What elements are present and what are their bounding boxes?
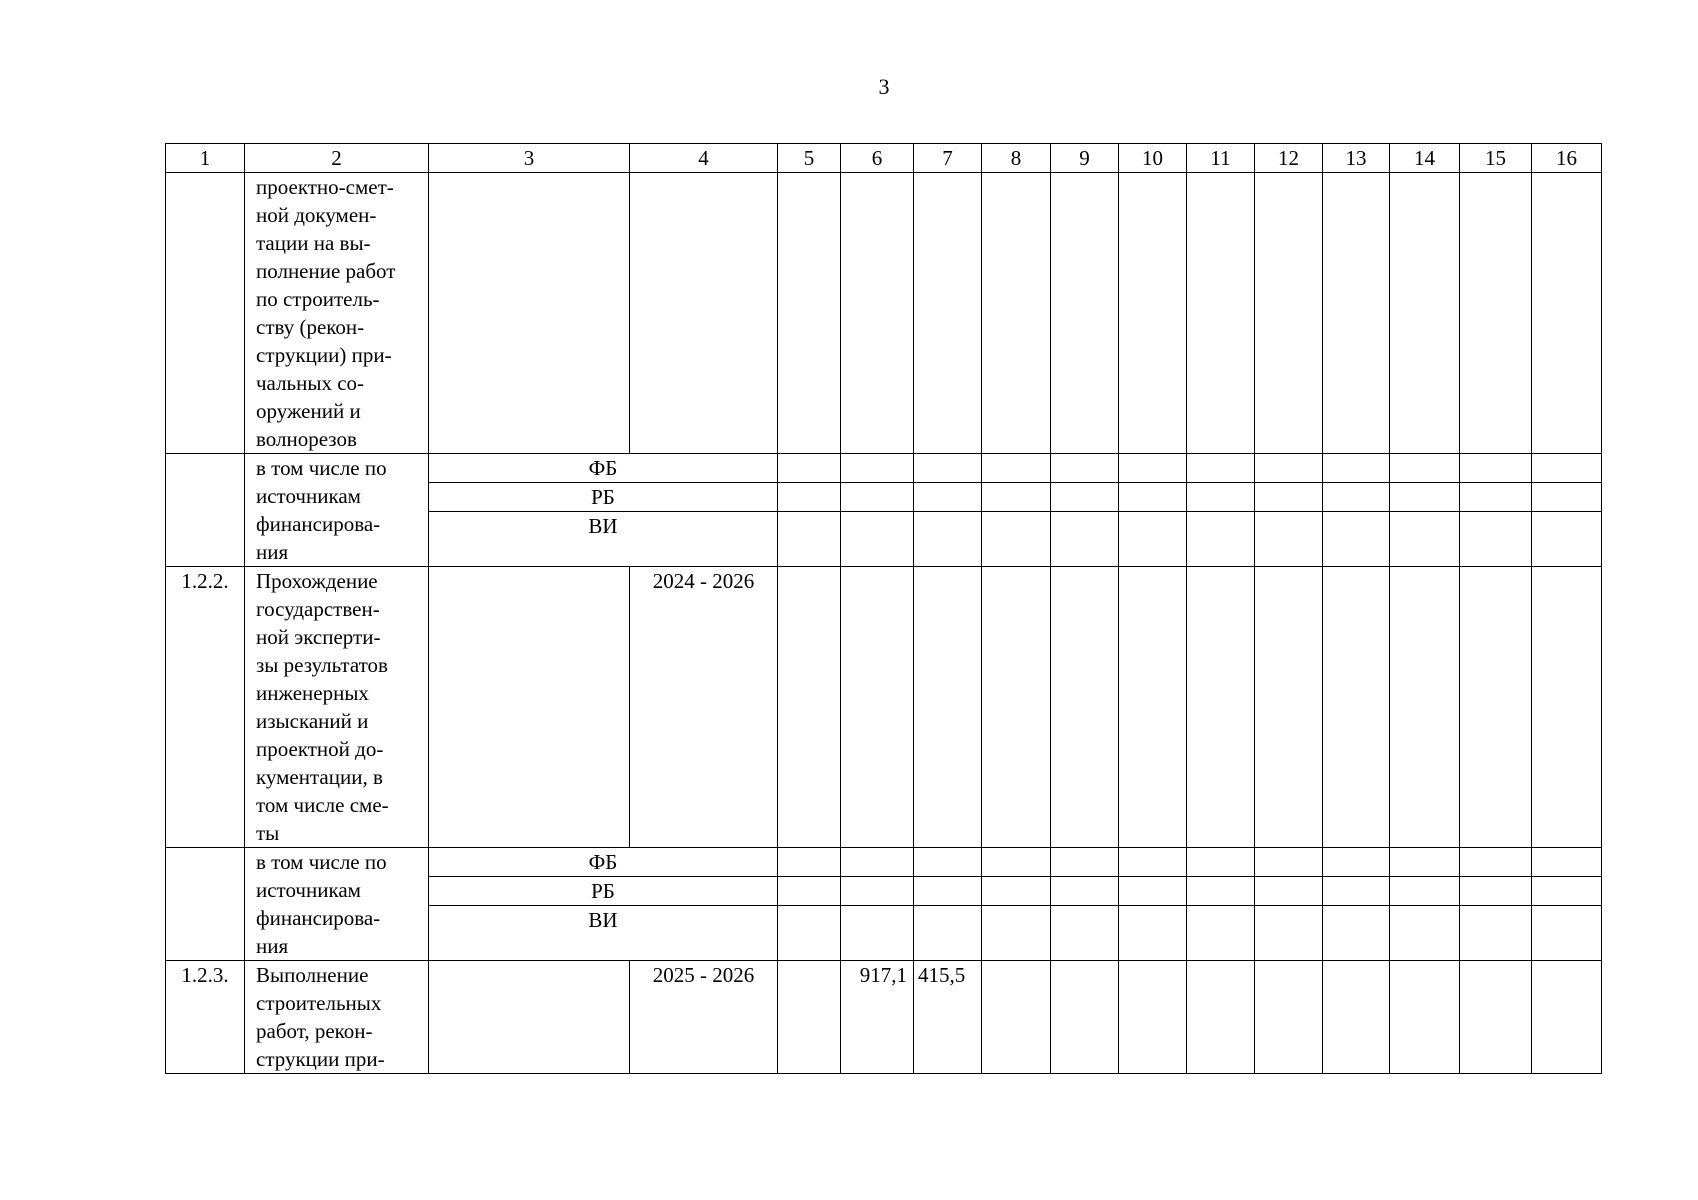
empty-cell [1323, 906, 1390, 961]
empty-cell [778, 848, 841, 877]
text-line: работ, рекон- [256, 1019, 373, 1043]
empty-cell [1119, 454, 1187, 483]
empty-cell [1119, 877, 1187, 906]
text-line: ния [256, 934, 289, 958]
text-line: финансирова- [256, 906, 381, 930]
text-line: по строитель- [256, 287, 380, 311]
empty-cell [1119, 173, 1187, 454]
empty-cell [1051, 906, 1119, 961]
empty-cell [841, 567, 914, 848]
empty-cell [841, 906, 914, 961]
empty-cell [1323, 173, 1390, 454]
header-cell: 15 [1460, 144, 1532, 173]
empty-cell [914, 173, 982, 454]
text-line: ты [256, 821, 280, 845]
value-col7: 415,5 [914, 961, 982, 1074]
empty-cell [1187, 512, 1255, 567]
empty-cell [982, 454, 1051, 483]
text-line: в том числе по [256, 850, 387, 874]
empty-cell [1187, 848, 1255, 877]
empty-cell [1390, 483, 1460, 512]
empty-cell [1187, 961, 1255, 1074]
text-line: чальных со- [256, 371, 365, 395]
empty-cell [1323, 877, 1390, 906]
header-cell: 14 [1390, 144, 1460, 173]
empty-cell [778, 567, 841, 848]
empty-cell [982, 483, 1051, 512]
empty-cell [1051, 848, 1119, 877]
code-cell [166, 848, 245, 961]
empty-cell [778, 173, 841, 454]
empty-cell [1187, 567, 1255, 848]
activity-name-cell [245, 173, 429, 454]
empty-cell [982, 512, 1051, 567]
code-cell [166, 173, 245, 454]
empty-cell [1460, 961, 1532, 1074]
empty-cell [1323, 512, 1390, 567]
period-cell: 2025 - 2026 [630, 961, 778, 1074]
code-cell: 1.2.2. [166, 567, 245, 848]
header-cell: 4 [630, 144, 778, 173]
source-label-cell [245, 454, 429, 567]
header-cell: 3 [429, 144, 630, 173]
empty-cell [1532, 906, 1602, 961]
text-line: том числе сме- [256, 793, 389, 817]
header-cell: 7 [914, 144, 982, 173]
empty-cell [1532, 173, 1602, 454]
empty-cell [1323, 848, 1390, 877]
code-cell: 1.2.3. [166, 961, 245, 1074]
text-line: источникам [256, 878, 361, 902]
table-row [166, 454, 1602, 483]
empty-cell [1255, 512, 1323, 567]
empty-cell [1051, 454, 1119, 483]
empty-cell [914, 877, 982, 906]
text-line: ной докумен- [256, 203, 377, 227]
empty-cell [1323, 483, 1390, 512]
empty-cell [1119, 848, 1187, 877]
empty-cell [1460, 877, 1532, 906]
empty-cell [778, 877, 841, 906]
empty-cell [429, 567, 630, 848]
header-cell: 16 [1532, 144, 1602, 173]
empty-cell [1051, 877, 1119, 906]
empty-cell [630, 173, 778, 454]
empty-cell [1323, 961, 1390, 1074]
text-line: финансирова- [256, 512, 381, 536]
text-line: ству (рекон- [256, 315, 365, 339]
page-number: 3 [878, 74, 890, 99]
code-cell [166, 454, 245, 567]
table-row [166, 567, 1602, 848]
empty-cell [1187, 173, 1255, 454]
empty-cell [429, 961, 630, 1074]
empty-cell [1390, 512, 1460, 567]
empty-cell [1532, 512, 1602, 567]
text-line: строительных [256, 991, 382, 1015]
empty-cell [1390, 961, 1460, 1074]
empty-cell [1532, 848, 1602, 877]
funding-source-fb: ФБ [429, 848, 778, 877]
empty-cell [1255, 877, 1323, 906]
header-cell: 11 [1187, 144, 1255, 173]
text-line: ной эксперти- [256, 625, 381, 649]
empty-cell [1460, 512, 1532, 567]
funding-source-vi: ВИ [429, 512, 778, 567]
header-cell: 8 [982, 144, 1051, 173]
empty-cell [841, 173, 914, 454]
header-cell: 10 [1119, 144, 1187, 173]
text-line: оружений и [256, 399, 361, 423]
empty-cell [1187, 454, 1255, 483]
empty-cell [1187, 906, 1255, 961]
empty-cell [841, 877, 914, 906]
empty-cell [841, 483, 914, 512]
activity-name-cell [245, 961, 429, 1074]
empty-cell [982, 877, 1051, 906]
empty-cell [1390, 454, 1460, 483]
table-row [166, 173, 1602, 454]
empty-cell [914, 483, 982, 512]
empty-cell [1051, 512, 1119, 567]
empty-cell [1119, 483, 1187, 512]
text-line: в том числе по [256, 456, 387, 480]
empty-cell [429, 173, 630, 454]
empty-cell [1255, 848, 1323, 877]
empty-cell [1051, 483, 1119, 512]
header-cell: 9 [1051, 144, 1119, 173]
funding-source-fb: ФБ [429, 454, 778, 483]
empty-cell [1460, 173, 1532, 454]
empty-cell [1390, 877, 1460, 906]
empty-cell [1051, 173, 1119, 454]
text-line: проектно-смет- [256, 175, 394, 199]
empty-cell [778, 961, 841, 1074]
empty-cell [1119, 567, 1187, 848]
empty-cell [778, 906, 841, 961]
funding-source-rb: РБ [429, 483, 778, 512]
empty-cell [1532, 483, 1602, 512]
text-line: полнение работ [256, 259, 396, 283]
budget-table [165, 143, 1602, 1074]
empty-cell [1255, 454, 1323, 483]
empty-cell [982, 848, 1051, 877]
empty-cell [778, 483, 841, 512]
empty-cell [982, 961, 1051, 1074]
empty-cell [1051, 567, 1119, 848]
empty-cell [914, 906, 982, 961]
empty-cell [1460, 848, 1532, 877]
empty-cell [1390, 906, 1460, 961]
empty-cell [914, 567, 982, 848]
empty-cell [1390, 567, 1460, 848]
empty-cell [982, 906, 1051, 961]
header-cell: 1 [166, 144, 245, 173]
empty-cell [1255, 173, 1323, 454]
empty-cell [841, 454, 914, 483]
text-line: проектной до- [256, 737, 384, 761]
text-line: государствен- [256, 597, 380, 621]
empty-cell [1460, 906, 1532, 961]
activity-name-cell [245, 567, 429, 848]
header-cell: 2 [245, 144, 429, 173]
empty-cell [1390, 173, 1460, 454]
value-col6: 917,1 [841, 961, 914, 1074]
text-line: тации на вы- [256, 231, 371, 255]
header-row [166, 144, 1602, 173]
empty-cell [1187, 483, 1255, 512]
empty-cell [1460, 483, 1532, 512]
empty-cell [1255, 961, 1323, 1074]
funding-source-vi: ВИ [429, 906, 778, 961]
empty-cell [841, 512, 914, 567]
empty-cell [1532, 961, 1602, 1074]
empty-cell [1460, 454, 1532, 483]
text-line: зы результатов [256, 653, 388, 677]
empty-cell [778, 512, 841, 567]
empty-cell [1532, 877, 1602, 906]
empty-cell [1460, 567, 1532, 848]
empty-cell [1119, 906, 1187, 961]
empty-cell [914, 454, 982, 483]
text-line: кументации, в [256, 765, 383, 789]
empty-cell [1532, 567, 1602, 848]
empty-cell [914, 848, 982, 877]
header-cell: 5 [778, 144, 841, 173]
period-cell: 2024 - 2026 [630, 567, 778, 848]
empty-cell [841, 848, 914, 877]
header-cell: 12 [1255, 144, 1323, 173]
header-cell: 6 [841, 144, 914, 173]
text-line: струкции при- [256, 1047, 385, 1071]
table-row [166, 848, 1602, 877]
empty-cell [1255, 483, 1323, 512]
text-line: источникам [256, 484, 361, 508]
text-line: инженерных [256, 681, 369, 705]
empty-cell [914, 512, 982, 567]
empty-cell [1051, 961, 1119, 1074]
text-line: струкции) при- [256, 343, 392, 367]
empty-cell [1323, 454, 1390, 483]
text-line: изысканий и [256, 709, 369, 733]
table-row [166, 961, 1602, 1074]
funding-source-rb: РБ [429, 877, 778, 906]
empty-cell [1119, 961, 1187, 1074]
empty-cell [1532, 454, 1602, 483]
text-line: Выполнение [256, 963, 369, 987]
empty-cell [1390, 848, 1460, 877]
empty-cell [1119, 512, 1187, 567]
source-label-cell [245, 848, 429, 961]
empty-cell [1255, 906, 1323, 961]
text-line: ния [256, 540, 289, 564]
text-line: Прохождение [256, 569, 378, 593]
empty-cell [1187, 877, 1255, 906]
empty-cell [982, 567, 1051, 848]
empty-cell [1255, 567, 1323, 848]
text-line: волнорезов [256, 427, 357, 451]
empty-cell [778, 454, 841, 483]
empty-cell [1323, 567, 1390, 848]
empty-cell [982, 173, 1051, 454]
header-cell: 13 [1323, 144, 1390, 173]
